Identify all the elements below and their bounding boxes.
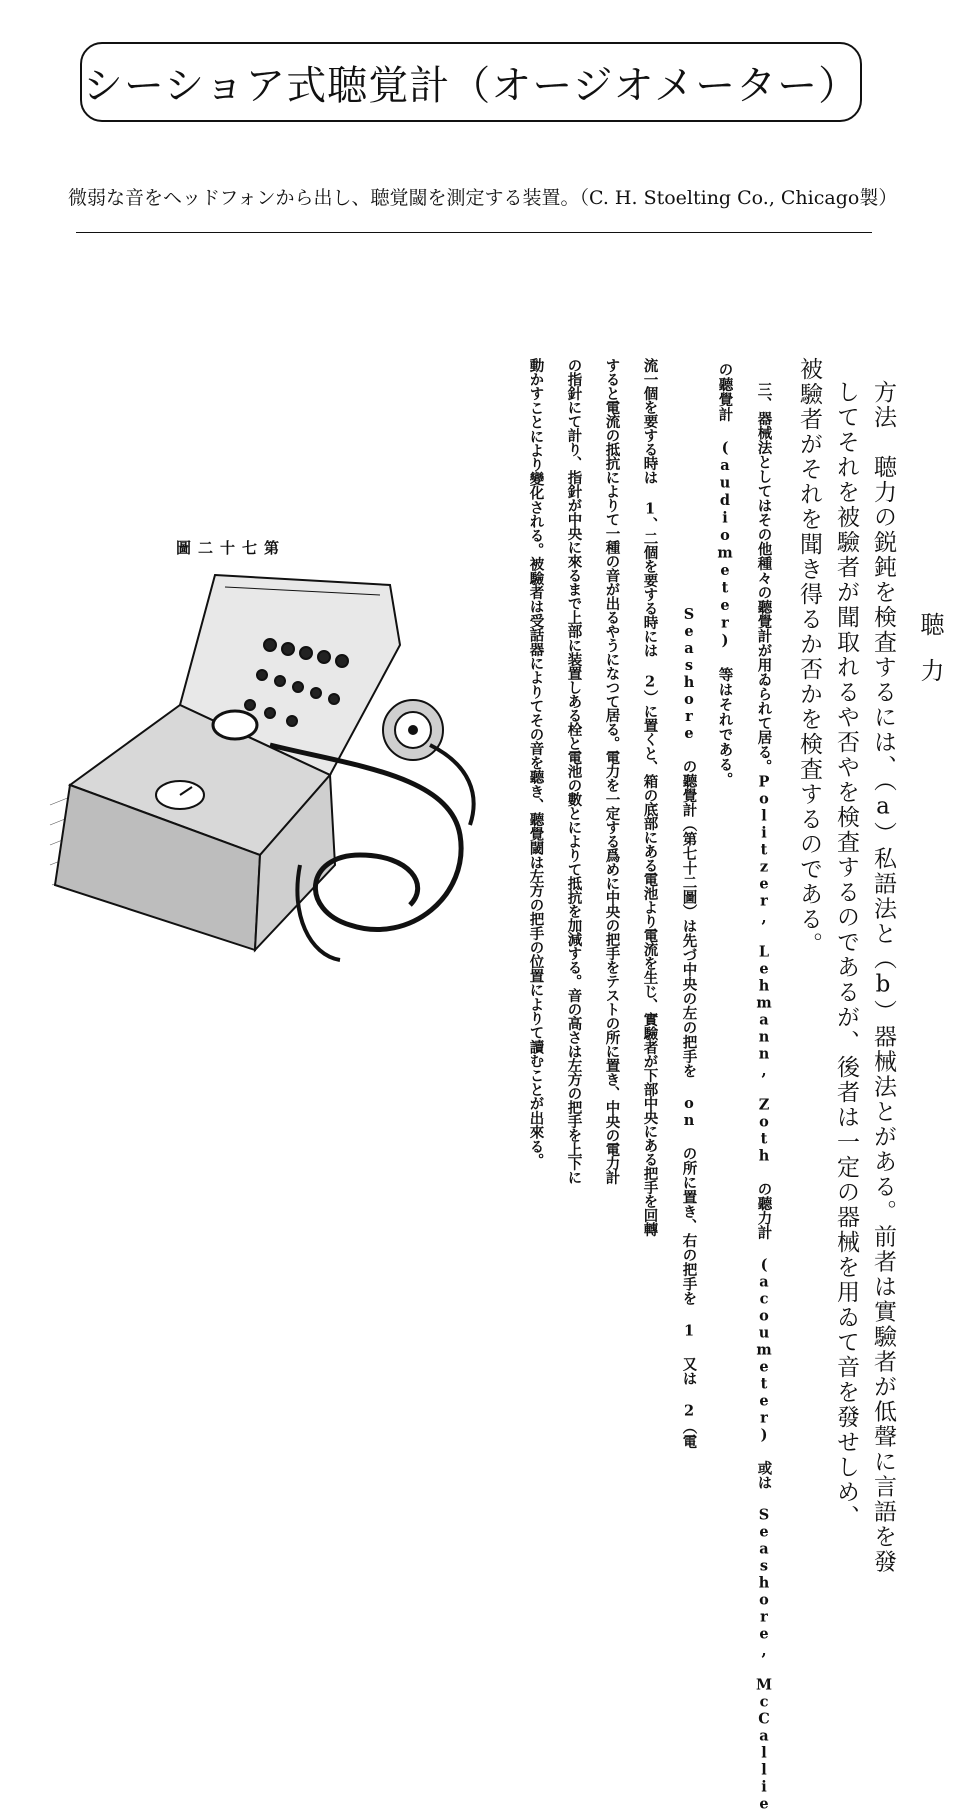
section-heading: 聴力 (916, 612, 944, 704)
paragraph3-line5: 動かすことにより變化される。被驗者は受話器によりてその音を聽き、聽覺閾は左方の把手の位置によりて讀むことが出來る。 (527, 358, 545, 1168)
title-box (80, 42, 862, 122)
paragraph2-line2: の聽覺計 (audiometer) 等はそれである。 (716, 362, 734, 787)
paragraph1-line3: 被驗者がそれを聞き得るか否かを検査するのである。 (796, 357, 822, 957)
paragraph1-line1: 方法 聴力の鋭鈍を検査するには、（a）私語法と（b）器械法とがある。前者は實驗者が低聲に言語を發 (870, 380, 896, 1575)
audiometer-illustration (30, 555, 490, 975)
paragraph1-line2: してそれを被驗者が聞取れるや否やを検査するのであるが、後者は一定の器械を用ゐて音を發せしめ、 (833, 380, 859, 1530)
paragraph3-line2: 流一個を要する時は 1、二個を要する時には 2）に置くと、箱の底部にある電池より電流を生じ、實驗者が下部中央にある把手を回轉 (641, 358, 659, 1236)
paragraph2-line1: 三、器械法としてはその他種々の聽覺計が用ゐられて居る。Politzer, Lehmann, Zoth の聽力計 (acoumeter) 或は Seashore, McCallie (755, 382, 773, 1813)
paragraph3-line4: の指針にて計り、指針が中央に來るまで上部に装置しある栓と電池の數とによりて抵抗を加減する。音の高さは左方の把手を上下に (565, 358, 583, 1184)
caption: 微弱な音をヘッドフォンから出し、聴覚閾を測定する装置。（C. H. Stoelting Co., Chicago製） (68, 187, 898, 209)
page-title: シーショア式聴覚計（オージオメーター） (82, 62, 860, 109)
paragraph3-line1: Seashore の聽覺計（第七十二圖）は先づ中央の左の把手を on の所に置き、右の把手を 1 又は 2（電 (680, 606, 698, 1449)
meter-dial (213, 711, 257, 739)
paragraph3-line3: すると電流の抵抗によりて一種の音が出るやうになつて居る。電力を一定する爲めに中央の把手をテストの所に置き、中央の電力計 (603, 358, 621, 1184)
figure-label: 圖二十七第 (176, 539, 287, 557)
caption-divider (76, 232, 872, 233)
